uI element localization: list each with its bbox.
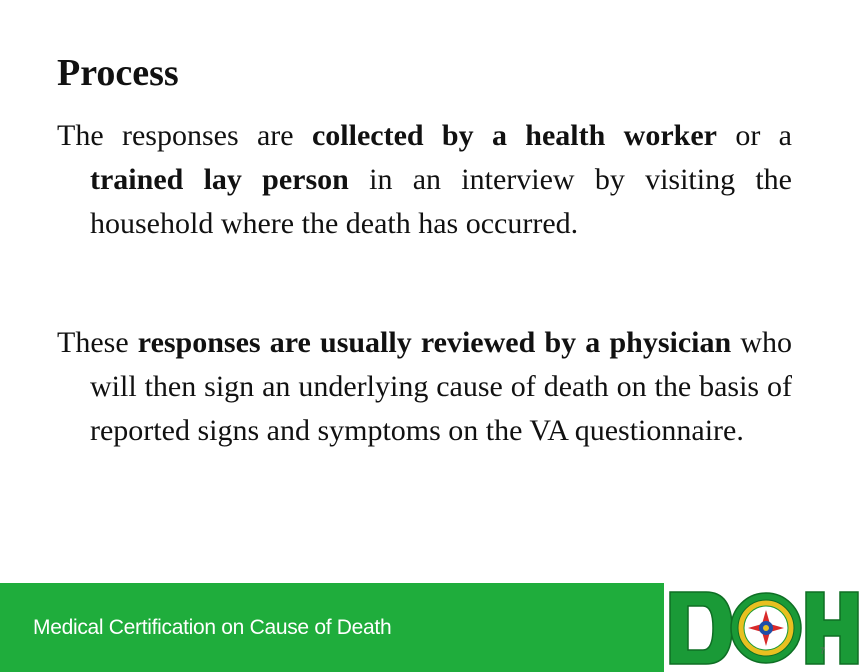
slide-title: Process <box>57 52 179 94</box>
p1-text-1: The responses are <box>57 119 312 152</box>
p1-text-2: or a <box>716 119 792 152</box>
footer-title: Medical Certification on Cause of Death <box>33 616 392 639</box>
logo-letter-d <box>670 592 732 664</box>
p1-bold-1: collected by a health worker <box>311 119 717 152</box>
paragraph-collection <box>57 114 792 246</box>
p1-text-3: in an interview by visiting the household where the death has occurred. <box>90 163 793 240</box>
p2-bold-1: responses are usually reviewed by a physician <box>137 326 732 359</box>
p1-bold-2: trained lay person <box>90 163 349 196</box>
logo-letter-h <box>806 592 858 664</box>
p2-text-2: who will then sign an underlying cause of death on the basis of reported signs and symptoms on the VA questionnaire. <box>90 326 792 447</box>
paragraph-review <box>57 321 792 453</box>
doh-seal-icon <box>731 593 801 663</box>
doh-logo <box>666 586 862 670</box>
p2-text-1: These <box>57 326 138 359</box>
page-number: 7 <box>820 646 826 656</box>
